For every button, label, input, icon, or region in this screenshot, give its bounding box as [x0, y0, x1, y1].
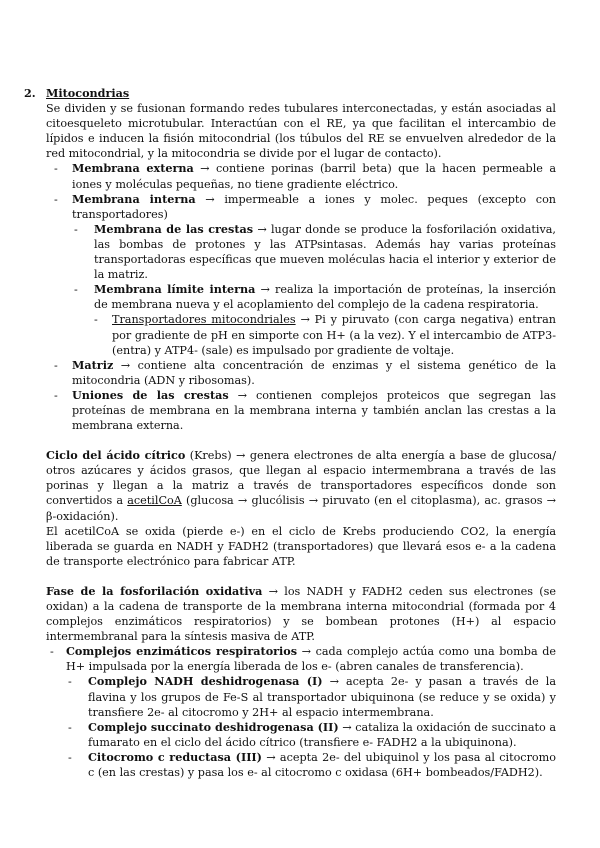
krebs-term: Ciclo del ácido cítrico: [46, 448, 186, 463]
list-item: [66, 674, 556, 719]
item-text: → lugar donde se produce la fosforilación oxidativa, las bombas de protones y las ATPsintasas. Además hay varias proteínas transportadoras específicas que mueven moléculas hacia el interior y exterior de la matriz.: [94, 222, 556, 282]
dash: -: [74, 283, 78, 297]
dash: -: [68, 675, 72, 689]
item-text: → Pi y piruvato (con carga negativa) entran por gradiente de pH en simporte con H+ (a la vez). Y el intercambio de ATP3- (entra) y ATP4- (sale) es impulsado por gradiente de voltaje.: [112, 313, 556, 357]
list-item: [72, 282, 556, 357]
list-item: [46, 192, 556, 358]
mitocondria-parts-list: [46, 161, 556, 433]
item-term: Complejo NADH deshidrogenasa (I): [88, 674, 323, 689]
item-text: → acepta 2e- del ubiquinol y los pasa al citocromo c (en las crestas) y pasa los e- al citocromo c oxidasa (6H+ bombeados/FADH2).: [88, 750, 556, 780]
dash: -: [94, 313, 98, 327]
section-title: Mitocondrias: [46, 86, 130, 100]
list-item: [94, 312, 556, 357]
list-item: [46, 388, 556, 433]
fosforilacion-paragraph: [46, 584, 556, 644]
item-text: → impermeable a iones y molec. peques (excepto con transportadores): [72, 192, 557, 221]
list-item: [66, 750, 556, 780]
dash: -: [68, 720, 72, 734]
item-text: → acepta 2e- y pasan a través de la flavina y los grupos de Fe-S al transportador ubiquinona (se reduce y se oxida) y transfiere 2e- al citocromo y 2H+ al espacio intermembrana.: [88, 675, 557, 719]
dash: -: [74, 222, 78, 236]
dash: -: [54, 358, 58, 372]
item-term: Matriz: [72, 357, 114, 372]
dash: -: [68, 750, 72, 764]
section-heading: [24, 86, 556, 101]
list-item: [72, 222, 556, 282]
item-term: Membrana de las crestas: [94, 221, 254, 236]
sublist: [66, 674, 556, 780]
sublist: [94, 312, 556, 357]
dash: -: [54, 388, 58, 402]
item-term: Complejos enzimáticos respiratorios: [66, 644, 298, 659]
krebs-text-2: (glucosa → glucólisis → piruvato (en el citoplasma), ac. grasos → β-oxidación).: [46, 494, 556, 523]
item-text: → contiene alta concentración de enzimas y el sistema genético de la mitocondria (ADN y ribosomas).: [72, 358, 556, 387]
item-term: Membrana límite interna: [94, 282, 256, 297]
section-intro: Se dividen y se fusionan formando redes tubulares interconectadas, y están asociadas al citoesqueleto microtubular. Interactúan con el RE, ya que facilitan el intercambio de lípidos e inducen la fisión mitocondrial (los túbulos del RE se envuelven alrededor de la red mitocondrial, y la mitocondria se divide por el lugar de contacto).: [46, 102, 556, 161]
sublist: [72, 222, 556, 358]
section-number: 2.: [24, 86, 36, 100]
krebs-paragraph: [46, 448, 556, 523]
item-term: Citocromo c reductasa (III): [88, 749, 262, 764]
acetilcoa-term: acetilCoA: [127, 494, 182, 508]
item-text: → contiene porinas (barril beta) que la hacen permeable a iones y moléculas pequeñas, no tiene gradiente eléctrico.: [72, 162, 556, 191]
item-text: → cada complejo actúa como una bomba de H+ impulsada por la energía liberada de los e- (abren canales de transferencia).: [66, 645, 556, 674]
fosforilacion-text: → los NADH y FADH2 ceden sus electrones (se oxidan) a la cadena de transporte de la membrana interna mitocondrial (formada por 4 complejos enzimáticos respiratorios) y se bombean protones (H+) al espacio intermembranal para la síntesis masiva de ATP.: [46, 584, 556, 644]
item-term: Complejo succinato deshidrogenasa (II): [88, 719, 339, 734]
item-term: Membrana externa: [72, 161, 194, 176]
item-text: → cataliza la oxidación de succinato a fumarato en el ciclo del ácido cítrico (transfiere e- FADH2 a la ubiquinona).: [88, 720, 556, 749]
krebs-paragraph-2: El acetilCoA se oxida (pierde e-) en el ciclo de Krebs produciendo CO2, la energía liberada se guarda en NADH y FADH2 (transportadores) que llevará esos e- a la cadena de transporte electrónico para fabricar ATP.: [46, 524, 556, 568]
item-term: Uniones de las crestas: [72, 387, 229, 402]
item-term: Membrana interna: [72, 191, 196, 206]
list-item: [66, 720, 556, 750]
item-text: → realiza la importación de proteínas, la inserción de membrana nueva y el acoplamiento del complejo de la cadena respiratoria.: [94, 283, 556, 312]
complejos-list: [46, 644, 556, 780]
dash: -: [54, 162, 58, 176]
list-item: [46, 644, 556, 780]
dash: -: [50, 645, 54, 659]
krebs-text: (Krebs) → genera electrones de alta energía a base de glucosa/ otros azúcares y ácidos grasos, que llegan al espacio intermembrana a través de las porinas y llegan a la matriz a través de transportadores específicos donde son convertidos a: [46, 449, 556, 508]
document-body: [24, 86, 557, 780]
dash: -: [54, 192, 58, 206]
item-text: → contienen complejos proteicos que segregan las proteínas de membrana en la membrana interna y también anclan las crestas a la membrana externa.: [72, 388, 556, 433]
fosforilacion-term: Fase de la fosforilación oxidativa: [46, 583, 263, 598]
list-item: [46, 358, 556, 388]
spacer: [46, 433, 556, 448]
spacer: [46, 569, 556, 584]
list-item: [46, 161, 556, 191]
item-term: Transportadores mitocondriales: [112, 313, 296, 327]
